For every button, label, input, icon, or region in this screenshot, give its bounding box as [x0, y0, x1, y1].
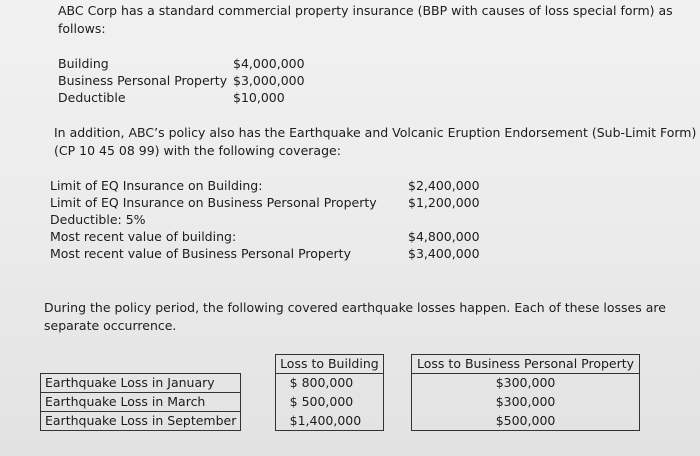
losses-table-header-blank [41, 355, 241, 374]
coverage-recent-bpp-value: $3,400,000 [408, 246, 480, 261]
policy-deductible-value: $10,000 [233, 90, 285, 105]
loss-building: $ 800,000 [275, 374, 383, 393]
endorsement-line-1: In addition, ABC’s policy also has the Earthquake and Volcanic Eruption Endorsement (Sub-Limit Form) [54, 125, 697, 140]
endorsement-line-2: (CP 10 45 08 99) with the following coverage: [54, 143, 341, 158]
coverage-eq-building-label: Limit of EQ Insurance on Building: [50, 178, 263, 193]
losses-intro-line-1: During the policy period, the following covered earthquake losses happen. Each of these losses are [44, 300, 666, 315]
losses-intro-line-2: separate occurrence. [44, 318, 177, 333]
table-row [41, 374, 640, 393]
loss-bpp: $500,000 [412, 412, 640, 431]
loss-bpp: $300,000 [412, 393, 640, 412]
policy-building-label: Building [58, 56, 109, 71]
coverage-eq-bpp-label: Limit of EQ Insurance on Business Personal Property [50, 195, 377, 210]
loss-label: Earthquake Loss in September [41, 412, 241, 431]
loss-building: $ 500,000 [275, 393, 383, 412]
losses-table [40, 354, 640, 431]
loss-bpp: $300,000 [412, 374, 640, 393]
table-row [41, 412, 640, 431]
loss-building: $1,400,000 [275, 412, 383, 431]
coverage-eq-bpp-value: $1,200,000 [408, 195, 480, 210]
coverage-recent-building-value: $4,800,000 [408, 229, 480, 244]
losses-table-header-building: Loss to Building [275, 355, 383, 374]
policy-building-value: $4,000,000 [233, 56, 305, 71]
table-row [41, 393, 640, 412]
coverage-recent-building-label: Most recent value of building: [50, 229, 237, 244]
coverage-eq-building-value: $2,400,000 [408, 178, 480, 193]
intro-line-1: ABC Corp has a standard commercial property insurance (BBP with causes of loss special form) as [58, 3, 673, 18]
loss-label: Earthquake Loss in January [41, 374, 241, 393]
coverage-deductible-label: Deductible: 5% [50, 212, 146, 227]
policy-deductible-label: Deductible [58, 90, 126, 105]
loss-label: Earthquake Loss in March [41, 393, 241, 412]
policy-bpp-value: $3,000,000 [233, 73, 305, 88]
losses-table-header-row [41, 355, 640, 374]
policy-bpp-label: Business Personal Property [58, 73, 228, 88]
coverage-recent-bpp-label: Most recent value of Business Personal Property [50, 246, 351, 261]
intro-line-2: follows: [58, 21, 106, 36]
losses-table-header-bpp: Loss to Business Personal Property [412, 355, 640, 374]
